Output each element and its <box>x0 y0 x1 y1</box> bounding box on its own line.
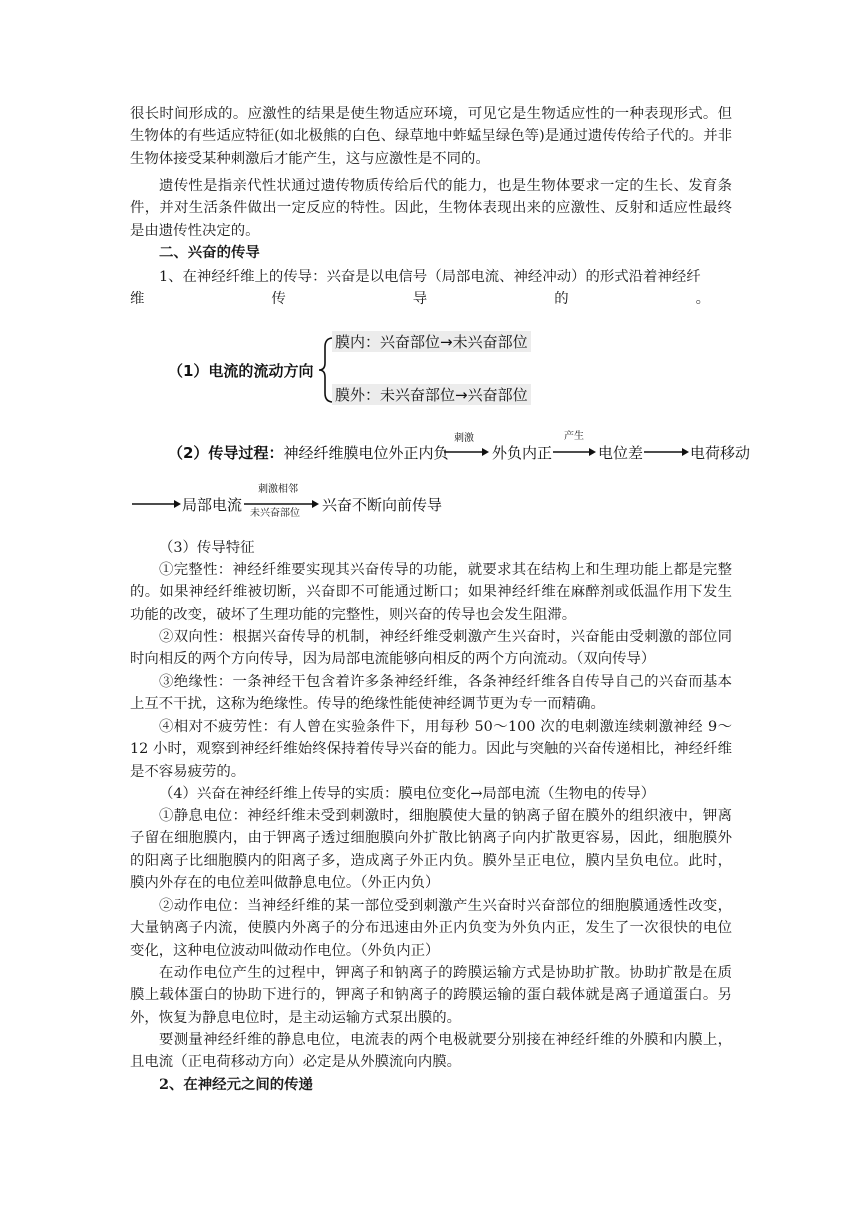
current-direction-label: （1）电流的流动方向 <box>168 362 314 380</box>
paragraph-resting-potential: ①静息电位：神经纤维未受到刺激时，细胞膜使大量的钠离子留在膜外的组织液中，钾离子留在细胞膜内，由于钾离子透过细胞膜向外扩散比钠离子向内扩散更容易，因此，细胞膜外的阳离子比细胞膜内的阳离子多，造成离子外正内负。膜外呈正电位，膜内呈负电位。此时，膜内外存在的电位差叫做静息电位。（外正内负） <box>130 808 732 892</box>
arrow-label-adjacent-stimulus: 刺激相邻 <box>258 484 298 495</box>
process-local-current: 局部电流 <box>182 496 243 514</box>
process-reversed-potential: 外负内正 <box>492 444 553 462</box>
arrow-stimulus-icon <box>444 446 490 458</box>
paragraph-integrity: ①完整性：神经纤维要实现其兴奋传导的功能，就要求其在结构上和生理功能上都是完整的。如果神经纤维被切断，兴奋即不可能通过断口；如果神经纤维在麻醉剂或低温作用下发生功能的改变，破坏了生理功能的完整性，则兴奋的传导也会发生阻滞。 <box>130 562 732 623</box>
section-heading-characteristics: （3）传导特征 <box>159 540 255 556</box>
arrow-produce-icon <box>553 446 597 458</box>
outer-membrane-direction: 膜外：未兴奋部位→兴奋部位 <box>332 384 531 405</box>
paragraph-measurement: 要测量神经纤维的静息电位，电流表的两个电极就要分别接在神经纤维的外膜和内膜上，且电流（正电荷移动方向）必定是从外膜流向内膜。 <box>130 1032 732 1071</box>
paragraph-bidirectional: ②双向性：根据兴奋传导的机制，神经纤维受刺激产生兴奋时，兴奋能由受刺激的部位同时向相反的两个方向传导，因为局部电流能够向相反的两个方向流动。（双向传导） <box>130 629 732 668</box>
paragraph-conduction-intro: 1、在神经纤维上的传导：兴奋是以电信号（局部电流、神经冲动）的形式沿着神经纤 <box>159 269 701 285</box>
conduction-process-row-1 <box>168 442 448 463</box>
paragraph-heredity: 遗传性是指亲代性状通过遗传物质传给后代的能力，也是生物体要求一定的生长、发育条件，并对生活条件做出一定反应的特性。因此，生物体表现出来的应激性、反射和适应性最终是由遗传性决定的。 <box>130 178 732 239</box>
section-heading-synapse: 2、在神经元之间的传递 <box>159 1076 313 1093</box>
arrow-label-stimulus: 刺激 <box>454 433 474 444</box>
process-potential-difference: 电位差 <box>598 444 644 462</box>
paragraph-insulation: ③绝缘性：一条神经干包含着许多条神经纤维，各条神经纤维各自传导自己的兴奋而基本上互不干扰，这称为绝缘性。传导的绝缘性能使神经调节更为专一而精确。 <box>130 674 732 713</box>
section-heading-excitation: 二、兴奋的传导 <box>159 244 260 261</box>
process-forward-conduction: 兴奋不断向前传导 <box>322 496 443 514</box>
paragraph-conduction-spread: 维 传 导 的 。 <box>130 291 710 307</box>
paragraph-fatigue-resistance: ④相对不疲劳性：有人曾在实验条件下，用每秒 50～100 次的电刺激连续刺激神经 9～12 小时，观察到神经纤维始终保持着传导兴奋的能力。因此与突触的兴奋传递相比，神经纤维是不容易疲劳的。 <box>130 719 732 780</box>
arrow-3-icon <box>644 446 690 458</box>
paragraph-action-potential: ②动作电位：当神经纤维的某一部位受到刺激产生兴奋时兴奋部位的细胞膜通透性改变，大量钠离子内流，使膜内外离子的分布迅速由外正内负变为外负内正，发生了一次很快的电位变化，这种电位波动叫做动作电位。（外负内正） <box>130 898 732 959</box>
arrow-continue-icon <box>132 498 182 510</box>
process-charge-movement: 电荷移动 <box>690 444 751 462</box>
conduction-process-label: （2）传导过程： <box>168 444 284 462</box>
arrow-label-produce: 产生 <box>564 431 584 442</box>
paragraph-adaptation: 很长时间形成的。应激性的结果是使生物适应环境，可见它是生物适应性的一种表现形式。但生物体的有些适应特征(如北极熊的白色、绿草地中蚱蜢呈绿色等)是通过遗传传给子代的。并非生物体接受某种刺激后才能产生，这与应激性是不同的。 <box>130 106 732 167</box>
section-heading-essence: （4）兴奋在神经纤维上传导的实质：膜电位变化→局部电流（生物电的传导） <box>159 786 656 802</box>
process-start: 神经纤维膜电位外正内负 <box>283 444 449 462</box>
paragraph-ion-transport: 在动作电位产生的过程中，钾离子和钠离子的跨膜运输方式是协助扩散。协助扩散是在质膜上载体蛋白的协助下进行的，钾离子和钠离子的跨膜运输的蛋白载体就是离子通道蛋白。另外，恢复为静息电位时，是主动运输方式泵出膜的。 <box>130 965 732 1026</box>
arrow-label-unexcited-part: 未兴奋部位 <box>250 508 300 519</box>
inner-membrane-direction: 膜内：兴奋部位→未兴奋部位 <box>332 331 531 352</box>
